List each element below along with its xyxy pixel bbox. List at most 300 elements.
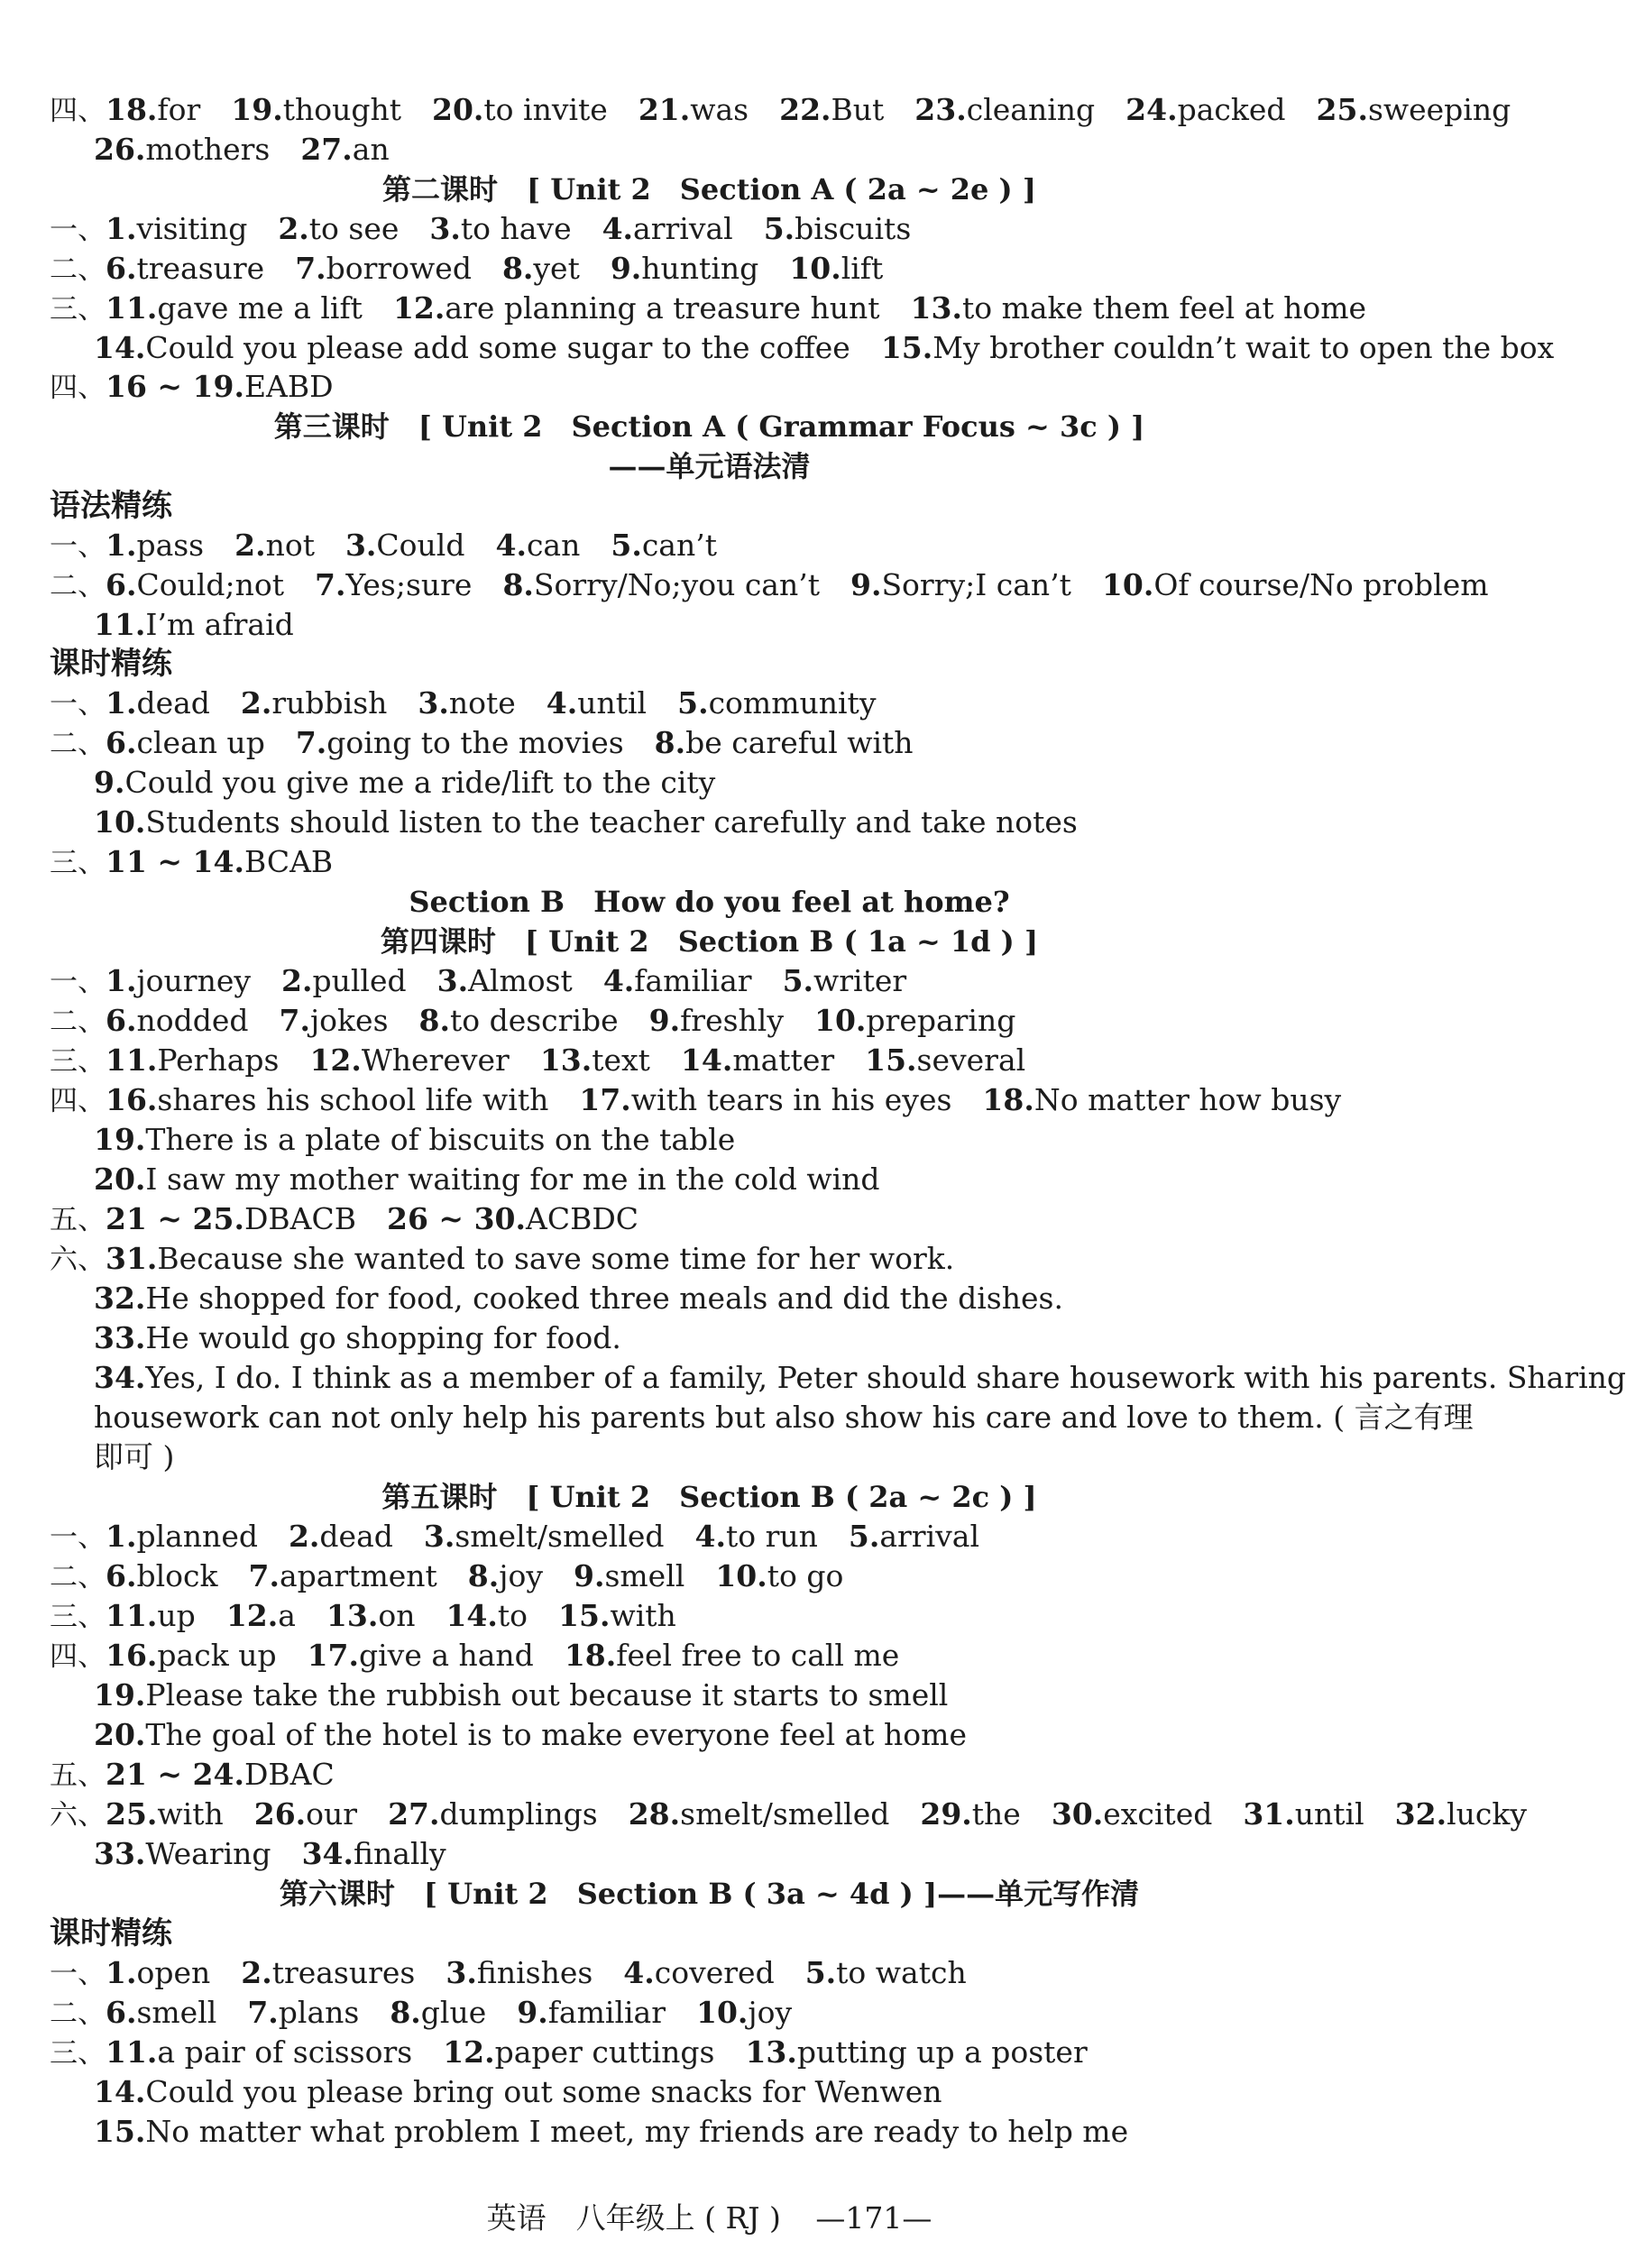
answer-text: writer bbox=[813, 963, 907, 998]
question-number: 10. bbox=[789, 251, 841, 286]
answer-row bbox=[50, 290, 1366, 326]
answer-item bbox=[106, 1995, 216, 2030]
answer-text: biscuits bbox=[795, 211, 912, 246]
question-number: 14. bbox=[446, 1598, 498, 1633]
answer-text: dead bbox=[319, 1519, 393, 1554]
answer-text: to describe bbox=[449, 1003, 619, 1038]
answer-item bbox=[278, 211, 399, 246]
answer-text: joy bbox=[748, 1995, 793, 2030]
question-number: 9. bbox=[517, 1995, 548, 2030]
question-number: 3. bbox=[436, 963, 469, 998]
question-group-marker: 四、 bbox=[50, 1085, 106, 1117]
answer-item bbox=[241, 685, 387, 721]
question-number: 10. bbox=[696, 1995, 749, 2030]
answer-item bbox=[281, 963, 407, 998]
question-group-marker: 二、 bbox=[50, 1997, 106, 2030]
answer-text: Almost bbox=[468, 963, 573, 998]
footer-page-number: —171— bbox=[815, 2200, 932, 2236]
answer-item bbox=[429, 211, 571, 246]
answer-item bbox=[655, 725, 914, 760]
answer-text: smell bbox=[136, 1995, 217, 2030]
answer-item bbox=[106, 2034, 412, 2070]
question-number: 21. bbox=[638, 92, 691, 127]
answer-item bbox=[388, 1796, 598, 1832]
question-number: 24. bbox=[1125, 92, 1178, 127]
question-number: 1. bbox=[106, 963, 137, 998]
question-number: 8. bbox=[654, 725, 686, 760]
answer-item bbox=[106, 1519, 258, 1554]
answer-text: give a hand bbox=[359, 1638, 534, 1673]
question-number: 3. bbox=[418, 685, 449, 721]
question-number: 7. bbox=[279, 1003, 310, 1038]
answer-text: finishes bbox=[476, 1955, 593, 1990]
question-number: 4. bbox=[623, 1955, 655, 1990]
answer-item bbox=[547, 685, 647, 721]
question-number: 14. bbox=[94, 2074, 146, 2109]
section-label: 课时精练 bbox=[50, 1915, 172, 1951]
answer-item bbox=[94, 2074, 942, 2109]
answer-text: our bbox=[306, 1796, 358, 1832]
answer-item bbox=[308, 1638, 534, 1673]
question-number: 1. bbox=[106, 211, 137, 246]
answer-text: to invite bbox=[483, 92, 608, 127]
answer-row bbox=[50, 1558, 843, 1594]
answer-item bbox=[920, 1796, 1020, 1832]
question-group-marker: 五、 bbox=[50, 1759, 106, 1792]
question-number: 22. bbox=[779, 92, 831, 127]
question-number: 9. bbox=[574, 1558, 605, 1593]
answer-item bbox=[106, 1757, 335, 1792]
answer-row bbox=[50, 844, 333, 880]
answer-text: thought bbox=[282, 92, 401, 127]
answer-text: block bbox=[136, 1558, 218, 1593]
question-number: 12. bbox=[392, 290, 446, 326]
question-number: 7. bbox=[295, 251, 326, 286]
answer-text: ACBDC bbox=[525, 1201, 639, 1236]
answer-text: finally bbox=[353, 1836, 446, 1871]
question-group-marker: 三、 bbox=[50, 847, 106, 879]
question-number: 26. bbox=[94, 132, 146, 167]
answer-item bbox=[865, 1042, 1025, 1078]
question-number: 34. bbox=[301, 1836, 354, 1871]
question-number: 12. bbox=[443, 2034, 495, 2070]
answer-text: paper cuttings bbox=[494, 2034, 715, 2070]
answer-item bbox=[94, 2114, 1128, 2149]
answer-item bbox=[309, 1042, 509, 1078]
answer-text: until bbox=[577, 685, 648, 721]
question-number: 2. bbox=[240, 685, 272, 721]
answer-text: borrowed bbox=[326, 251, 472, 286]
answer-item bbox=[446, 1598, 528, 1633]
question-number: 20. bbox=[431, 92, 484, 127]
answer-text: pass bbox=[136, 528, 205, 563]
answer-text: nodded bbox=[136, 1003, 249, 1038]
answer-row bbox=[50, 369, 334, 405]
answer-row bbox=[50, 1241, 954, 1277]
answer-text: cleaning bbox=[966, 92, 1096, 127]
answer-item bbox=[106, 1598, 196, 1633]
answer-item bbox=[611, 528, 717, 563]
answer-text: not bbox=[265, 528, 315, 563]
answer-item bbox=[231, 92, 401, 127]
question-number: 26 ~ 30. bbox=[387, 1201, 526, 1236]
section-label: 语法精练 bbox=[50, 488, 172, 524]
question-number: 8. bbox=[501, 251, 534, 286]
question-number: 3. bbox=[429, 211, 461, 246]
section-heading: 第五课时 [ Unit 2 Section B ( 2a ~ 2c ) ] bbox=[381, 1480, 1037, 1514]
answer-text: open bbox=[136, 1955, 211, 1990]
answer-item bbox=[495, 528, 580, 563]
answer-item bbox=[295, 251, 472, 286]
answer-row bbox=[94, 1122, 735, 1158]
answer-item bbox=[424, 1519, 665, 1554]
question-number: 32. bbox=[1394, 1796, 1447, 1832]
question-number: 7. bbox=[315, 567, 346, 602]
question-number: 2. bbox=[281, 963, 313, 998]
question-number: 7. bbox=[247, 1995, 279, 2030]
answer-text: with bbox=[610, 1598, 676, 1633]
answer-text: sweeping bbox=[1367, 92, 1511, 127]
answer-text: note bbox=[448, 685, 516, 721]
answer-text: Could you please bring out some snacks for Wenwen bbox=[145, 2074, 942, 2109]
answer-text: to see bbox=[308, 211, 400, 246]
question-number: 33. bbox=[94, 1836, 146, 1871]
answer-row bbox=[94, 2114, 1128, 2150]
question-number: 10. bbox=[814, 1003, 867, 1038]
answer-item bbox=[279, 1003, 388, 1038]
answer-text: until bbox=[1294, 1796, 1364, 1832]
answer-text: smelt/smelled bbox=[455, 1519, 665, 1554]
answer-text: He would go shopping for food. bbox=[145, 1320, 621, 1355]
answer-text: BCAB bbox=[243, 844, 334, 879]
question-number: 6. bbox=[106, 251, 137, 286]
answer-item bbox=[94, 132, 270, 167]
page-footer bbox=[0, 2200, 1419, 2236]
answer-text: up bbox=[157, 1598, 196, 1633]
answer-item bbox=[106, 1201, 356, 1236]
question-number: 13. bbox=[745, 2034, 797, 2070]
answer-item bbox=[94, 1836, 271, 1871]
answer-row bbox=[94, 330, 1554, 366]
question-group-marker: 二、 bbox=[50, 728, 106, 760]
question-number: 16 ~ 19. bbox=[106, 369, 244, 404]
question-number: 5. bbox=[782, 963, 814, 998]
answer-item bbox=[106, 1558, 217, 1593]
answer-text: familiar bbox=[547, 1995, 666, 2030]
answer-text: Perhaps bbox=[157, 1042, 280, 1078]
answer-row bbox=[50, 2034, 1088, 2071]
answer-row bbox=[50, 1201, 638, 1237]
answer-text: pack up bbox=[157, 1638, 277, 1673]
answer-text: But bbox=[831, 92, 885, 127]
answer-text: No matter how busy bbox=[1033, 1082, 1342, 1117]
answer-item bbox=[289, 1519, 393, 1554]
answer-row bbox=[94, 607, 294, 643]
answer-text: covered bbox=[654, 1955, 775, 1990]
answer-row bbox=[94, 1677, 948, 1713]
answer-text: an bbox=[352, 132, 390, 167]
answer-row bbox=[50, 1757, 335, 1793]
answer-item bbox=[446, 1955, 593, 1990]
answer-text: with tears in his eyes bbox=[630, 1082, 952, 1117]
answer-item bbox=[779, 92, 884, 127]
answer-item bbox=[94, 1162, 880, 1197]
question-number: 17. bbox=[307, 1638, 359, 1673]
answer-text: mothers bbox=[145, 132, 271, 167]
answer-text: feel free to call me bbox=[616, 1638, 900, 1673]
answer-item bbox=[94, 804, 1078, 840]
answer-text: planned bbox=[136, 1519, 258, 1554]
answer-row bbox=[50, 725, 914, 761]
answer-row bbox=[50, 963, 906, 999]
answer-item bbox=[623, 1955, 774, 1990]
answer-item bbox=[579, 1082, 951, 1117]
answer-item bbox=[106, 963, 251, 998]
answer-row bbox=[50, 1796, 1527, 1832]
question-group-marker: 三、 bbox=[50, 1045, 106, 1078]
answer-item bbox=[326, 1598, 416, 1633]
answer-text: clean up bbox=[136, 725, 265, 760]
question-number: 1. bbox=[106, 1519, 137, 1554]
answer-row bbox=[50, 1042, 1025, 1079]
question-number: 10. bbox=[1101, 567, 1154, 602]
question-group-marker: 四、 bbox=[50, 372, 106, 404]
answer-item bbox=[695, 1519, 818, 1554]
question-group-marker: 六、 bbox=[50, 1799, 106, 1832]
question-number: 7. bbox=[295, 725, 327, 760]
answer-row bbox=[94, 1360, 1626, 1396]
question-group-marker: 二、 bbox=[50, 1561, 106, 1593]
answer-row bbox=[50, 1995, 792, 2031]
answer-item bbox=[300, 132, 389, 167]
question-number: 3. bbox=[344, 528, 377, 563]
question-group-marker: 二、 bbox=[50, 570, 106, 602]
answer-text: There is a plate of biscuits on the table bbox=[145, 1122, 736, 1157]
answer-item bbox=[715, 1558, 843, 1593]
answer-item bbox=[558, 1598, 676, 1633]
answer-text: excited bbox=[1103, 1796, 1213, 1832]
answer-text: community bbox=[708, 685, 877, 721]
question-group-marker: 一、 bbox=[50, 1958, 106, 1990]
question-number: 15. bbox=[558, 1598, 611, 1633]
answer-row bbox=[50, 1955, 967, 1991]
answer-text: Of course/No problem bbox=[1153, 567, 1489, 602]
answer-item bbox=[1395, 1796, 1527, 1832]
answer-item bbox=[789, 251, 883, 286]
answer-text: can bbox=[526, 528, 581, 563]
answer-item bbox=[94, 330, 850, 365]
question-number: 8. bbox=[390, 1995, 421, 2030]
question-group-marker: 五、 bbox=[50, 1204, 106, 1236]
answer-text: treasures bbox=[271, 1955, 416, 1990]
answer-item bbox=[638, 92, 749, 127]
answer-item bbox=[602, 211, 733, 246]
answer-text: with bbox=[157, 1796, 224, 1832]
question-number: 13. bbox=[910, 290, 962, 326]
answer-item bbox=[106, 290, 363, 326]
answer-continuation: housework can not only help his parents but also show his care and love to them. ( 言之有理 bbox=[94, 1400, 1474, 1435]
answer-text: to make them feel at home bbox=[961, 290, 1367, 326]
answer-text: Could you please add some sugar to the coffee bbox=[145, 330, 850, 365]
answer-item bbox=[106, 1955, 210, 1990]
answer-text: the bbox=[971, 1796, 1021, 1832]
question-number: 15. bbox=[880, 330, 933, 365]
answer-text: putting up a poster bbox=[796, 2034, 1088, 2070]
answer-item bbox=[565, 1638, 899, 1673]
question-number: 31. bbox=[1243, 1796, 1295, 1832]
question-number: 10. bbox=[94, 804, 146, 840]
question-number: 4. bbox=[495, 528, 527, 563]
answer-item bbox=[94, 1677, 948, 1712]
answer-text: to go bbox=[767, 1558, 844, 1593]
question-number: 10. bbox=[715, 1558, 767, 1593]
answer-text: rubbish bbox=[271, 685, 388, 721]
answer-item bbox=[254, 1796, 357, 1832]
question-number: 11. bbox=[106, 1042, 158, 1078]
question-group-marker: 六、 bbox=[50, 1244, 106, 1276]
answer-item bbox=[911, 290, 1367, 326]
answer-text: preparing bbox=[866, 1003, 1016, 1038]
question-number: 11. bbox=[106, 2034, 158, 2070]
answer-item bbox=[106, 567, 284, 602]
answer-item bbox=[94, 1281, 1063, 1316]
answer-text: going to the movies bbox=[326, 725, 624, 760]
answer-item bbox=[540, 1042, 650, 1078]
answer-text: The goal of the hotel is to make everyone feel at home bbox=[145, 1717, 967, 1752]
question-number: 27. bbox=[388, 1796, 440, 1832]
question-number: 6. bbox=[106, 1003, 137, 1038]
answer-item bbox=[432, 92, 608, 127]
answer-text: a bbox=[278, 1598, 296, 1633]
answer-item bbox=[106, 844, 333, 879]
question-number: 9. bbox=[850, 567, 882, 602]
question-number: 20. bbox=[94, 1717, 146, 1752]
answer-item bbox=[226, 1598, 296, 1633]
question-number: 19. bbox=[231, 92, 283, 127]
question-number: 5. bbox=[677, 685, 709, 721]
question-number: 12. bbox=[225, 1598, 279, 1633]
answer-text: smelt/smelled bbox=[680, 1796, 890, 1832]
answer-item bbox=[603, 963, 752, 998]
answer-item bbox=[345, 528, 465, 563]
answer-text: to watch bbox=[836, 1955, 967, 1990]
question-number: 29. bbox=[920, 1796, 972, 1832]
answer-text: text bbox=[592, 1042, 650, 1078]
answer-text: Wearing bbox=[145, 1836, 271, 1871]
answer-item bbox=[106, 1003, 248, 1038]
question-number: 19. bbox=[94, 1122, 146, 1157]
answer-text: familiar bbox=[634, 963, 752, 998]
question-number: 5. bbox=[611, 528, 642, 563]
answer-row bbox=[94, 1281, 1063, 1317]
answer-text: dumplings bbox=[439, 1796, 598, 1832]
answer-text: EABD bbox=[243, 369, 334, 404]
question-number: 3. bbox=[446, 1955, 477, 1990]
answer-item bbox=[106, 369, 334, 404]
answer-row bbox=[94, 1320, 621, 1356]
answer-continuation: 即可 ) bbox=[94, 1439, 175, 1474]
answer-text: a pair of scissors bbox=[157, 2034, 413, 2070]
answer-item bbox=[390, 1995, 486, 2030]
answer-text: Could you give me a ride/lift to the city bbox=[124, 765, 716, 800]
answer-text: dead bbox=[136, 685, 210, 721]
question-number: 34. bbox=[94, 1360, 146, 1395]
answer-item bbox=[1243, 1796, 1364, 1832]
question-number: 11. bbox=[94, 607, 146, 642]
answer-item bbox=[302, 1836, 446, 1871]
question-number: 9. bbox=[648, 1003, 681, 1038]
answer-item bbox=[94, 1717, 967, 1752]
answer-text: several bbox=[916, 1042, 1026, 1078]
question-number: 21 ~ 25. bbox=[106, 1201, 244, 1236]
answer-item bbox=[502, 567, 820, 602]
answer-item bbox=[881, 330, 1554, 365]
answer-item bbox=[387, 1201, 638, 1236]
answer-item bbox=[106, 1796, 224, 1832]
question-number: 30. bbox=[1051, 1796, 1104, 1832]
answer-row bbox=[94, 132, 390, 168]
answer-row bbox=[50, 685, 876, 721]
question-number: 11. bbox=[106, 290, 158, 326]
question-number: 11. bbox=[106, 1598, 158, 1633]
answer-item bbox=[764, 211, 912, 246]
question-number: 9. bbox=[94, 765, 125, 800]
answer-row bbox=[94, 804, 1078, 840]
answer-item bbox=[106, 1241, 954, 1276]
answer-item bbox=[393, 290, 880, 326]
answer-item bbox=[850, 567, 1071, 602]
question-number: 1. bbox=[106, 1955, 137, 1990]
answer-text: joy bbox=[499, 1558, 543, 1593]
question-number: 20. bbox=[94, 1162, 146, 1197]
question-number: 6. bbox=[106, 567, 137, 602]
question-number: 33. bbox=[94, 1320, 146, 1355]
answer-item bbox=[106, 528, 204, 563]
answer-text: can’t bbox=[641, 528, 717, 563]
question-group-marker: 一、 bbox=[50, 530, 106, 563]
question-group-marker: 三、 bbox=[50, 293, 106, 326]
answer-text: pulled bbox=[312, 963, 407, 998]
answer-item bbox=[106, 1638, 277, 1673]
answer-text: freshly bbox=[680, 1003, 784, 1038]
answer-item bbox=[745, 2034, 1087, 2070]
answer-item bbox=[94, 1122, 735, 1157]
question-group-marker: 一、 bbox=[50, 1521, 106, 1554]
answer-row bbox=[50, 251, 883, 287]
answer-item bbox=[234, 528, 315, 563]
answer-text: on bbox=[378, 1598, 416, 1633]
answer-text: shares his school life with bbox=[157, 1082, 549, 1117]
answer-item bbox=[418, 685, 515, 721]
answer-item bbox=[106, 725, 265, 760]
answer-item bbox=[94, 1320, 621, 1355]
question-number: 17. bbox=[579, 1082, 631, 1117]
answer-item bbox=[1102, 567, 1489, 602]
answer-item bbox=[677, 685, 876, 721]
question-number: 8. bbox=[502, 567, 534, 602]
answer-text: Sorry;I can’t bbox=[881, 567, 1071, 602]
question-number: 8. bbox=[467, 1558, 500, 1593]
answer-item bbox=[1125, 92, 1285, 127]
question-number: 6. bbox=[106, 1558, 137, 1593]
answer-item bbox=[106, 1082, 548, 1117]
answer-item bbox=[94, 765, 715, 800]
question-group-marker: 四、 bbox=[50, 1640, 106, 1673]
answer-text: arrival bbox=[633, 211, 733, 246]
answer-item bbox=[94, 607, 294, 642]
question-number: 8. bbox=[418, 1003, 450, 1038]
answer-item bbox=[805, 1955, 967, 1990]
